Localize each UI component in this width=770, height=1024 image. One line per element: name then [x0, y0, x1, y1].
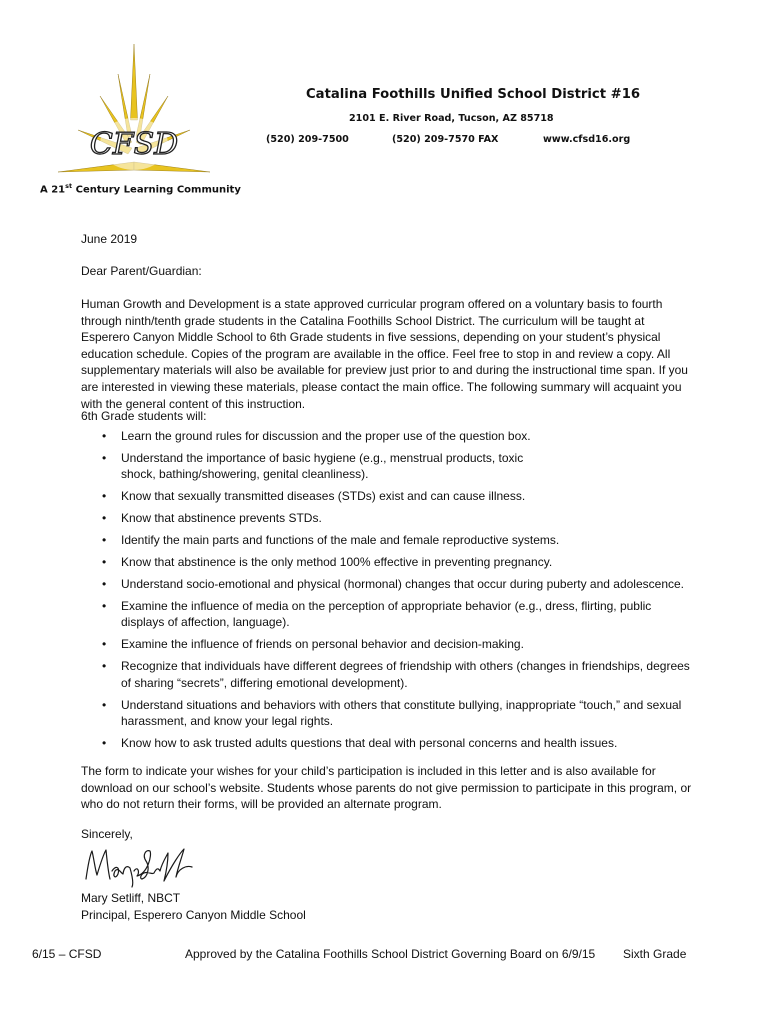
- intro-paragraph: Human Growth and Development is a state approved curricular program offered on a voluntary basis to fourth through ninth/tenth grade students in the Catalina Foothills School District. The curriculum will be taught at Esperero Canyon Middle School to 6th Grade students in five sessions, depending on your student’s physical education schedule. Copies of the program are available in the office. Feel free to stop in and review a copy. All supplementary materials will also be available for preview just prior to and during the instructional time span. If you are interested in viewing these materials, please contact the main office. The following summary will acquaint you with the general content of this instruction.: [81, 297, 688, 411]
- district-phone: (520) 209-7500: [266, 134, 349, 145]
- list-item: • Learn the ground rules for discussion and the proper use of the question box.: [102, 429, 531, 443]
- letter-date: June 2019: [81, 232, 138, 246]
- list-item: • Understand socio-emotional and physical (hormonal) changes that occur during puberty and adolescence.: [102, 576, 684, 591]
- signer-block: [81, 890, 693, 923]
- footer-center: Approved by the Catalina Foothills School District Governing Board on 6/9/15: [185, 947, 596, 961]
- footer-left: 6/15 – CFSD: [32, 947, 102, 961]
- list-item: • Know that sexually transmitted diseases (STDs) exist and can cause illness.: [102, 489, 526, 504]
- district-name: Catalina Foothills Unified School District #16: [306, 87, 641, 102]
- list-item: • Know that abstinence is the only method 100% effective in preventing pregnancy.: [102, 555, 553, 570]
- logo-lettering: CFSD: [89, 127, 179, 162]
- outcomes-list: [81, 428, 693, 757]
- list-item: • Understand the importance of basic hygiene (e.g., menstrual products, toxic shock, bathing/showering, genital cleanliness).: [102, 450, 524, 482]
- closing-paragraph: The form to indicate your wishes for your child’s participation is included in this letter and is also available for download on our school’s website. Students whose parents do not give permission to participate in this program, or who do not return their forms, will be provided an alternate program.: [81, 764, 692, 812]
- district-logo: [58, 44, 210, 184]
- list-item: • Examine the influence of media on the perception of appropriate behavior (e.g., dress, flirting, public displays of affection, language).: [102, 598, 652, 630]
- tagline: A 21st Century Learning Community: [40, 182, 241, 196]
- list-item: • Identify the main parts and functions of the male and female reproductive systems.: [102, 533, 560, 548]
- footer-right: Sixth Grade: [623, 947, 687, 961]
- outcomes-title: 6th Grade students will:: [81, 409, 207, 423]
- district-website: www.cfsd16.org: [543, 134, 631, 145]
- signer-title: Principal, Esperero Canyon Middle School: [81, 907, 306, 922]
- sign-off: Sincerely,: [81, 827, 133, 841]
- list-item: • Recognize that individuals have different degrees of friendship with others (changes in friendships, degrees of sharing “secrets”, differing emotional development).: [102, 659, 690, 690]
- signer-name: Mary Setliff, NBCT: [81, 891, 181, 905]
- handwritten-signature: [82, 843, 194, 889]
- list-item: • Know that abstinence prevents STDs.: [102, 511, 322, 526]
- letter-greeting: Dear Parent/Guardian:: [81, 264, 202, 278]
- district-fax: (520) 209-7570 FAX: [392, 134, 499, 145]
- list-item: • Know how to ask trusted adults questions that deal with personal concerns and health issues.: [102, 736, 618, 751]
- list-item: • Examine the influence of friends on personal behavior and decision-making.: [102, 637, 524, 652]
- district-address: 2101 E. River Road, Tucson, AZ 85718: [349, 113, 554, 124]
- list-item: • Understand situations and behaviors with others that constitute bullying, inappropriate “touch,” and sexual harassment, and know your legal rights.: [102, 697, 682, 729]
